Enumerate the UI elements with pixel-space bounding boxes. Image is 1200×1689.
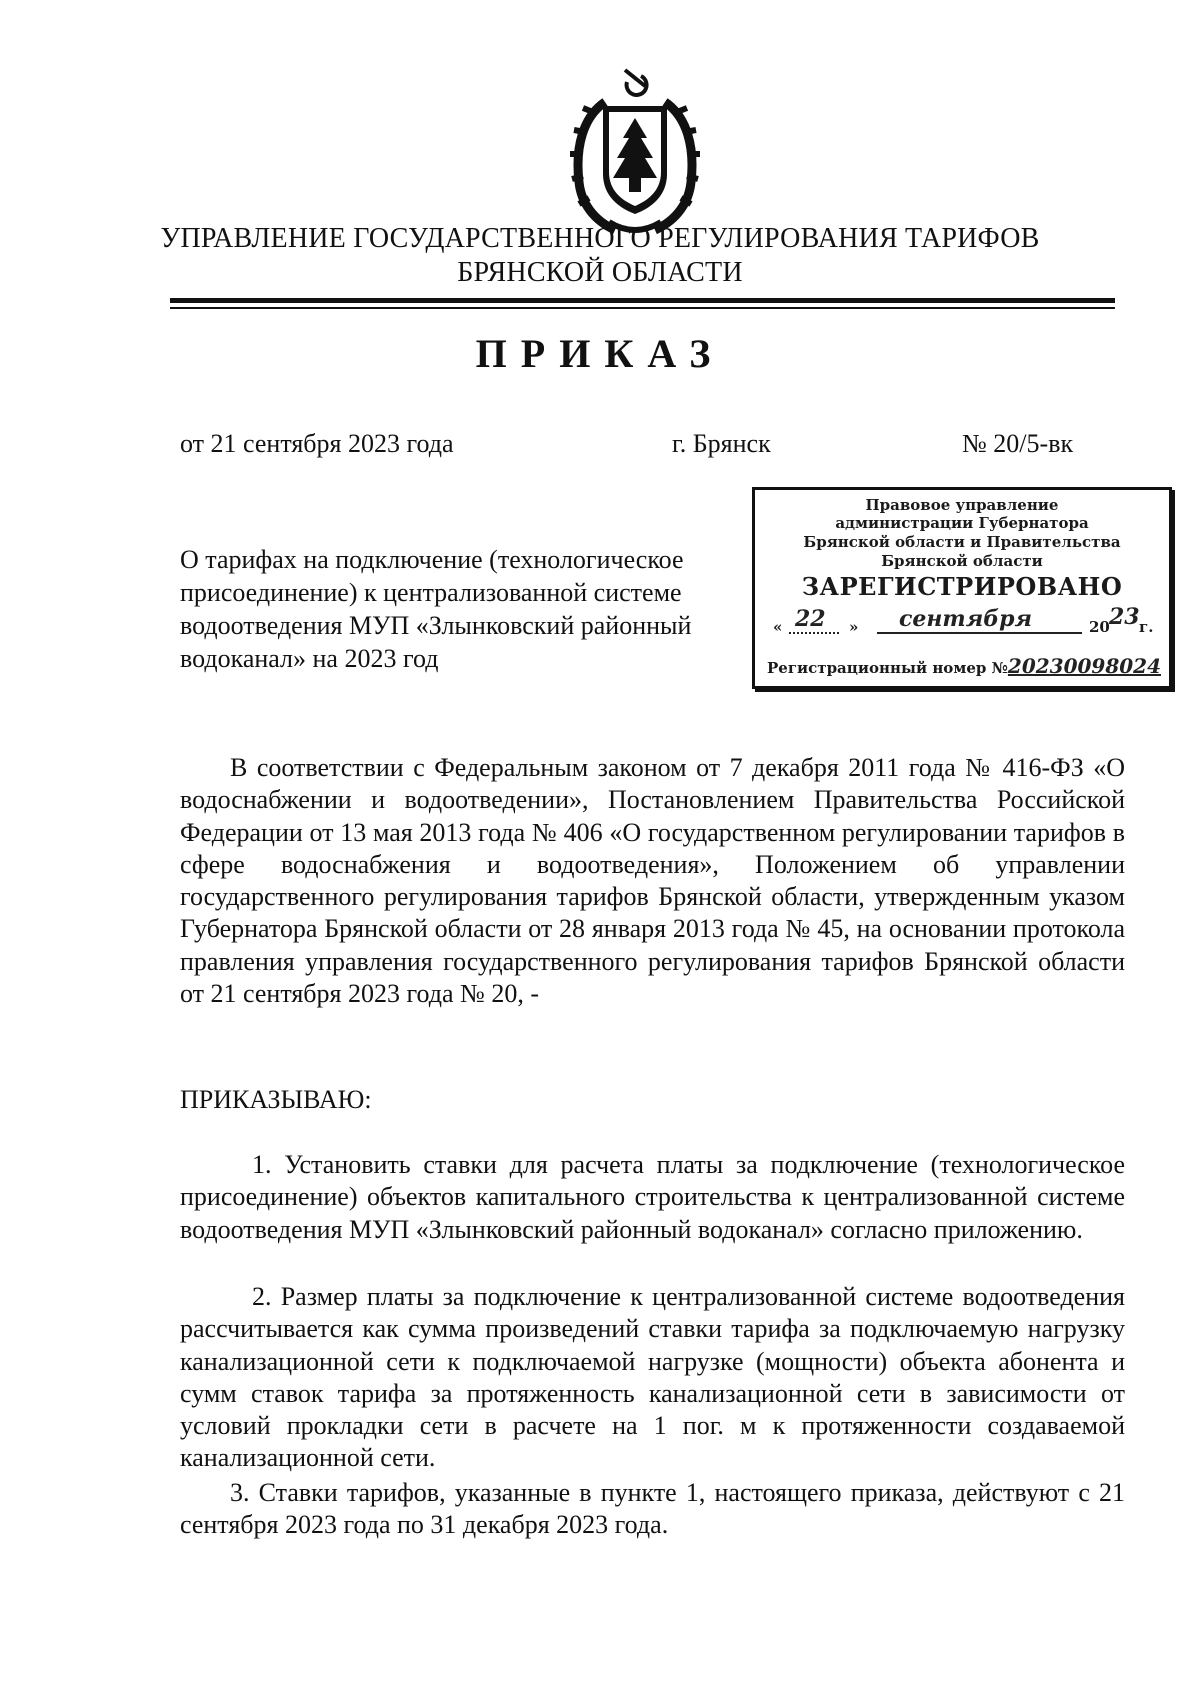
- subject-line-3: водоотведения МУП «Злынковский районный: [180, 611, 692, 640]
- order-directive-word: ПРИКАЗЫВАЮ:: [180, 1085, 372, 1114]
- stamp-registration-number: [767, 654, 1161, 678]
- header-divider-thick: [170, 298, 1115, 303]
- registration-stamp: [752, 487, 1172, 689]
- subject-line-2: присоединение) к централизованной системе: [180, 578, 682, 607]
- order-item-1: 1. Установить ставки для расчета платы за подключение (технологическое присоединение) объектов капитального строительства к централизованной системе водоотведения МУП «Злынковский районный водоканал» согласно приложению.: [180, 1150, 1125, 1244]
- header-divider-thin: [170, 307, 1115, 309]
- stamp-reg-label: Регистрационный номер №: [767, 659, 1008, 677]
- stamp-year-prefix: 20: [1089, 618, 1110, 636]
- order-item-2: 2. Размер платы за подключение к централизованной системе водоотведения рассчитывается как сумма произведений ставки тарифа за подключаемую нагрузку канализационной сети к подключаемой нагрузке (мощности) объекта абонента и сумм ставок тарифа за протяженность канализационной сети в зависимости от условий прокладки сети в расчете на 1 пог. м к протяженности создаваемой канализационной сети.: [180, 1282, 1125, 1473]
- stamp-month-handwritten: сентября: [899, 606, 1032, 632]
- order-city: г. Брянск: [672, 429, 771, 458]
- organization-name-line1: УПРАВЛЕНИЕ ГОСУДАРСТВЕННОГО РЕГУЛИРОВАНИЯ ТАРИФОВ: [160, 223, 1040, 254]
- order-date: от 21 сентября 2023 года: [180, 429, 454, 458]
- stamp-year-unit: г.: [1139, 618, 1154, 636]
- stamp-line-1: Правовое управление: [865, 496, 1059, 514]
- stamp-quote-open: «: [773, 618, 783, 636]
- order-item-3: 3. Ставки тарифов, указанные в пункте 1, настоящего приказа, действуют с 21 сентября 2023 года по 31 декабря 2023 года.: [180, 1478, 1125, 1540]
- stamp-reg-number-handwritten: 20230098024: [1007, 654, 1161, 678]
- document-title: ПРИКАЗ: [475, 331, 725, 376]
- stamp-date: [767, 604, 1157, 638]
- stamp-day-underline: [789, 632, 839, 634]
- preamble-paragraph: В соответствии с Федеральным законом от 7 декабря 2011 года № 416-ФЗ «О водоснабжении и водоотведении», Постановлением Правительства Российской Федерации от 13 мая 2013 года № 406 «О государственном регулировании тарифов в сфере водоснабжения и водоотведения», Положением об управлении государственного регулирования тарифов Брянской области, утвержденным указом Губернатора Брянской области от 28 января 2013 года № 45, на основании протокола правления управления государственного регулирования тарифов Брянской области от 21 сентября 2023 года № 20, -: [180, 753, 1125, 1009]
- subject-line-1: О тарифах на подключение (технологическое: [180, 545, 684, 574]
- stamp-day-handwritten: 22: [795, 606, 826, 632]
- stamp-registered-label: ЗАРЕГИСТРИРОВАНО: [801, 572, 1123, 601]
- subject-line-4: водоканал» на 2023 год: [180, 644, 439, 673]
- order-subject: [180, 543, 740, 675]
- organization-name-line2: БРЯНСКОЙ ОБЛАСТИ: [457, 257, 743, 288]
- bryansk-coat-of-arms-emblem: [565, 62, 705, 240]
- stamp-line-2: администрации Губернатора: [835, 514, 1089, 532]
- stamp-month-underline: [877, 632, 1082, 634]
- stamp-quote-close: »: [849, 618, 859, 636]
- stamp-year-handwritten: 23: [1109, 604, 1140, 630]
- stamp-line-4: Брянской области: [881, 552, 1043, 570]
- stamp-line-3: Брянской области и Правительства: [803, 533, 1121, 551]
- order-number: № 20/5-вк: [962, 429, 1074, 458]
